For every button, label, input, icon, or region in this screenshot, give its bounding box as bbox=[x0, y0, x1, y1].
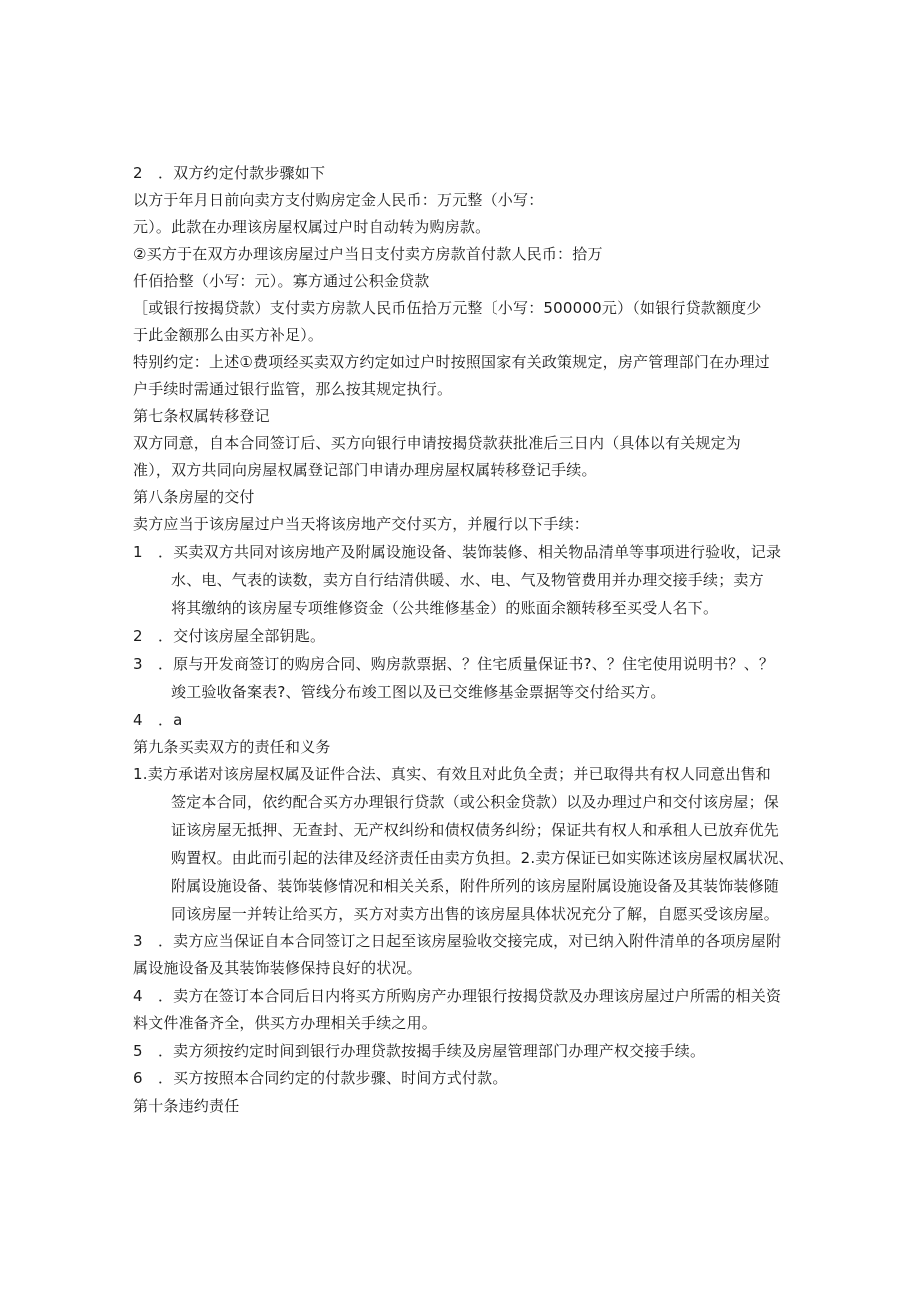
list-item: 1 ．买卖双方共同对该房地产及附属设施设备、装饰装修、相关物品清单等事项进行验收，记录 bbox=[133, 543, 782, 561]
list-item: 4 ．a bbox=[133, 711, 183, 729]
list-item-continuation: 购置权。由此而引起的法律及经济责任由卖方负担。2.卖方保证已如实陈述该房屋权属状况、 bbox=[171, 849, 794, 867]
paragraph-line: 2 ．双方约定付款步骤如下 bbox=[133, 164, 326, 182]
paragraph-line: 仟佰拾整（小写：元）。寡方通过公积金贷款 bbox=[133, 272, 430, 290]
paragraph-line: 双方同意，自本合同签订后、买方向银行申请按揭贷款获批准后三日内（具体以有关规定为 bbox=[133, 434, 742, 452]
list-item: 1.卖方承诺对该房屋权属及证件合法、真实、有效且对此负全责；并已取得共有权人同意出售和 bbox=[133, 765, 771, 783]
list-item: 3 ．卖方应当保证自本合同签订之日起至该房屋验收交接完成，对已纳入附件清单的各项房屋附 bbox=[133, 932, 782, 950]
list-item-continuation: 同该房屋一并转让给买方，买方对卖方出售的该房屋具体状况充分了解，自愿买受该房屋。 bbox=[171, 905, 780, 923]
list-item-continuation: 证该房屋无抵押、无查封、无产权纠纷和债权债务纠纷；保证共有权人和承租人已放弃优先 bbox=[171, 821, 780, 839]
paragraph-line: ②买方于在双方办理该房屋过户当日支付卖方房款首付款人民币：拾万 bbox=[133, 245, 603, 263]
list-item: 4 ．卖方在签订本合同后日内将买方所购房产办理银行按揭贷款及办理该房屋过户所需的相关资 bbox=[133, 987, 782, 1005]
paragraph-line: 于此金额那么由买方补足）。 bbox=[133, 326, 324, 344]
list-item: 2 ．交付该房屋全部钥匙。 bbox=[133, 627, 326, 645]
paragraph-line: 卖方应当于该房屋过户当天将该房地产交付买方，并履行以下手续： bbox=[133, 515, 590, 533]
list-item-continuation: 将其缴纳的该房屋专项维修资金（公共维修基金）的账面余额转移至买受人名下。 bbox=[171, 599, 719, 617]
list-item-continuation: 签定本合同，依约配合买方办理银行贷款（或公积金贷款）以及办理过户和交付该房屋；保 bbox=[171, 793, 780, 811]
section-heading: 第九条买卖双方的责任和义务 bbox=[133, 738, 331, 756]
paragraph-line: 元）。此款在办理该房屋权属过户时自动转为购房款。 bbox=[133, 218, 491, 236]
list-item-continuation: 水、电、气表的读数，卖方自行结清供暖、水、电、气及物管费用并办理交接手续；卖方 bbox=[171, 571, 764, 589]
paragraph-line: 准），双方共同向房屋权属登记部门申请办理房屋权属转移登记手续。 bbox=[133, 461, 597, 479]
paragraph-line: 以方于年月日前向卖方支付购房定金人民币：万元整（小写： bbox=[133, 191, 544, 209]
list-item: 6 ．买方按照本合同约定的付款步骤、时间方式付款。 bbox=[133, 1069, 508, 1087]
list-item: 3 ．原与开发商签订的购房合同、购房款票据、？住宅质量保证书?、？住宅使用说明书？、？ bbox=[133, 655, 775, 673]
list-item-continuation: 属设施设备及其装饰装修保持良好的状况。 bbox=[133, 959, 422, 977]
paragraph-line: ［或银行按揭贷款）支付卖方房款人民币伍拾万元整〔小写：500000元）（如银行贷款额度少 bbox=[133, 299, 762, 317]
list-item: 5 ．卖方须按约定时间到银行办理贷款按揭手续及房屋管理部门办理产权交接手续。 bbox=[133, 1042, 706, 1060]
list-item-continuation: 竣工验收备案表?、管线分布竣工图以及已交维修基金票据等交付给买方。 bbox=[171, 683, 666, 701]
list-item-continuation: 料文件准备齐全，供买方办理相关手续之用。 bbox=[133, 1014, 438, 1032]
paragraph-line: 特别约定：上述①费项经买卖双方约定如过户时按照国家有关政策规定，房产管理部门在办理过 bbox=[133, 353, 770, 371]
section-heading: 第八条房屋的交付 bbox=[133, 488, 255, 506]
paragraph-line: 户手续时需通过银行监管，那么按其规定执行。 bbox=[133, 380, 453, 398]
list-item-continuation: 附属设施设备、装饰装修情况和相关关系，附件所列的该房屋附属设施设备及其装饰装修随 bbox=[171, 877, 780, 895]
section-heading: 第十条违约责任 bbox=[133, 1097, 240, 1115]
section-heading: 第七条权属转移登记 bbox=[133, 407, 270, 425]
